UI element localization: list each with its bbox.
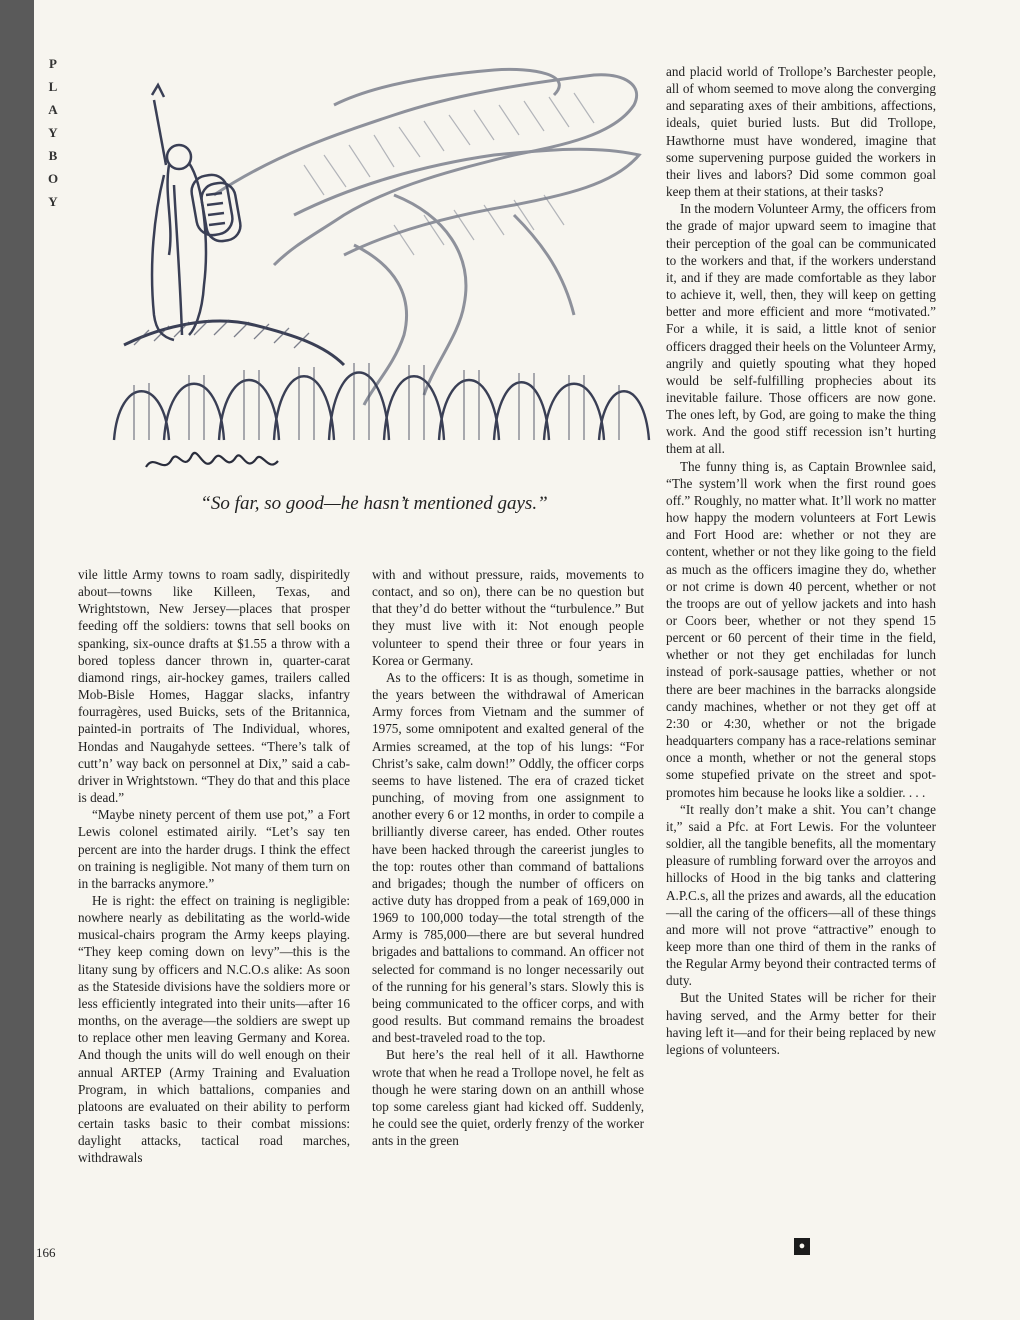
- cloud-shading: [304, 93, 594, 255]
- text-column-2: [372, 566, 644, 1149]
- rabbit-head-icon: ●: [794, 1238, 810, 1255]
- paragraph: “Maybe ninety percent of them use pot,” a Fort Lewis colonel estimated airily. “Let’s say ten percent are into the harder drugs. I think the effect on training is negligible. Not many of them turn on in the barracks anymore.”: [78, 807, 350, 891]
- masthead-letter: Y: [48, 194, 58, 209]
- paragraph: The funny thing is, as Captain Brownlee said, “The system’ll work when the first round goes off.” Roughly, no matter what. It’ll work no matter how happy the modern volunteers at Fort Lewis and Fort Hood are: whether or not they are content, whether or not they like going to the field as much as the officers imagine they do, whether or not crime is down 40 percent, whether or not the troops are out of yellow jackets and into hash or Coors beer, whether or not they spend 15 percent or 60 percent of their time in the field, whether or not they get enchiladas for lunch instead of pork-sausage patties, whether or not there are beer machines in the barracks alongside candy machines, whether or not they get off at 2:30 or 4:30, whether or not the brigade headquarters company has a race-relations seminar once a month, whether or not the general stops some stupefied private on the street and spot-promotes him because he looks like a soldier. . . .: [666, 458, 936, 800]
- paragraph: As to the officers: It is as though, sometime in the years between the withdrawal of American Army forces from Vietnam and the summer of 1975, some omnipotent and exalted general of the Armies screamed, at the top of his lungs: “For Christ’s sake, calm down!” Oddly, the officer corps seems to have listened. The era of crazed ticket punching, of moving from one assignment to another every 6 or 12 months, in order to compile a brilliantly diverse career, has ended. Other routes have been hacked through the careerist jungles to the top: routes other than command of battalions and brigades; though the number of officers on active duty has dropped from a peak of 169,000 in 1969 to 100,000 today—the total strength of the Army is 785,000—there are but several hundred brigades and battalions to command. An officer not selected for command is no longer necessarily out of the running for his general’s stars. Slowly this is being communicated to the officer corps, and with good results. But command remains the broadest and best-traveled road to the top.: [372, 669, 644, 1046]
- masthead-letter: P: [49, 56, 57, 71]
- paragraph: But the United States will be richer for their having served, and the Army better for their having left it—and for their being replaced by new legions of volunteers.: [666, 990, 936, 1057]
- paragraph: But here’s the real hell of it all. Hawthorne wrote that when he read a Trollope novel, he felt as though he were staring down on an anthill whose top some careless giant had kicked off. Suddenly, he could see the quiet, orderly frenzy of the worker ants in the green: [372, 1047, 644, 1149]
- masthead: [42, 52, 64, 213]
- magazine-page: [34, 0, 1020, 1320]
- masthead-letter: L: [48, 79, 58, 94]
- paragraph: “It really don’t make a shit. You can’t change it,” said a Pfc. at Fort Lewis. For the volunteer soldier, all the tangible benefits, all the momentary pleasure of rumbling forward over the arroyos and hillocks of Hood in the big tanks and clattering A.P.C.s, all the prizes and awards, all the education—all the caring of the officers—all of these things and more will not prove “attractive” enough to keep more than one third of them in the ranks of the Regular Army beyond their contracted terms of duty.: [666, 801, 936, 989]
- cloud-drawing: [214, 69, 639, 405]
- page-number: 166: [36, 1245, 56, 1260]
- paragraph: with and without pressure, raids, movements to contact, and so on), there can be no question but that they’d do better without the “turbulence.” But they must live with it: Not enough people volunteer to spend their three or four years in Korea or Germany.: [372, 567, 644, 668]
- paragraph: vile little Army towns to roam sadly, dispiritedly about—towns like Killeen, Texas, and Wrightstown, New Jersey—places that prosper feeding off the soldiers: towns that sell books on spanking, six-ounce drafts at $1.55 a throw with a bored topless dancer thrown in, quarter-carat diamond rings, air-hockey games, trailers called Mob-Bisle Homes, Haggar slacks, infantry fourragères, used Buicks, sets of the Britannica, painted-in portraits of The Individual, whores, Hondas and Naugahyde settees. “There’s talk of cutt’n’ way back on personnel at Dix,” said a cab-driver in Wrightstown. “They do that and this place is dead.”: [78, 567, 350, 806]
- masthead-letter: O: [47, 171, 59, 186]
- text-column-3: [666, 63, 936, 1058]
- paragraph: He is right: the effect on training is negligible: nowhere nearly as debilitating as the world-wide musical-chairs program the Army keeps playing. “They keep coming down on levy”—this is the litany sung by officers and N.C.O.s alike: As soon as the Stateside divisions have the soldiers more or less efficiently integrated into their units—after 16 months, on the average—the soldiers are swept up to replace other men leaving Germany and Korea. And though the units will do well enough on their annual ARTEP (Army Training and Evaluation Program, in which battalions, companies and platoons are evaluated on their ability to perform certain tasks basic to their combat missions: daylight attacks, tactical road marches, withdrawals: [78, 892, 350, 1166]
- cartoon-illustration: [94, 45, 654, 485]
- text-column-1: [78, 566, 350, 1166]
- artist-signature: [146, 453, 278, 467]
- paragraph: In the modern Volunteer Army, the officers from the grade of major upward seem to imagine that their perception of the goal can be communicated to the workers and that, if the workers understand it, and if they are made comfortable as they labor to achieve it, well, then, they will keep on getting better and more efficient and more “motivated.” For a while, it is said, a little knot of senior officers dragged their heels on the Volunteer Army, angrily and quietly spouting what they hoped would be self-fulfilling prophecies about its inevitable failure. Those officers are now gone. The ones left, by God, are going to make the thing work. And the good stiff recession isn’t hurting them at all.: [666, 201, 936, 457]
- cartoon-caption: “So far, so good—he hasn’t mentioned gays.”: [200, 493, 548, 514]
- masthead-letter: B: [48, 148, 58, 163]
- masthead-letter: A: [48, 102, 58, 117]
- masthead-letter: Y: [48, 125, 58, 140]
- paragraph: and placid world of Trollope’s Barchester people, all of whom seemed to move along the converging and separating axes of their ambitions, affections, ideals, quiet buried lusts. But did Trollope, Hawthorne must have wondered, imagine that some supervening purpose guided the workers in their lives and labors? Did some common goal keep them at their stations, at their tasks?: [666, 64, 936, 200]
- moses-figure: [152, 85, 243, 340]
